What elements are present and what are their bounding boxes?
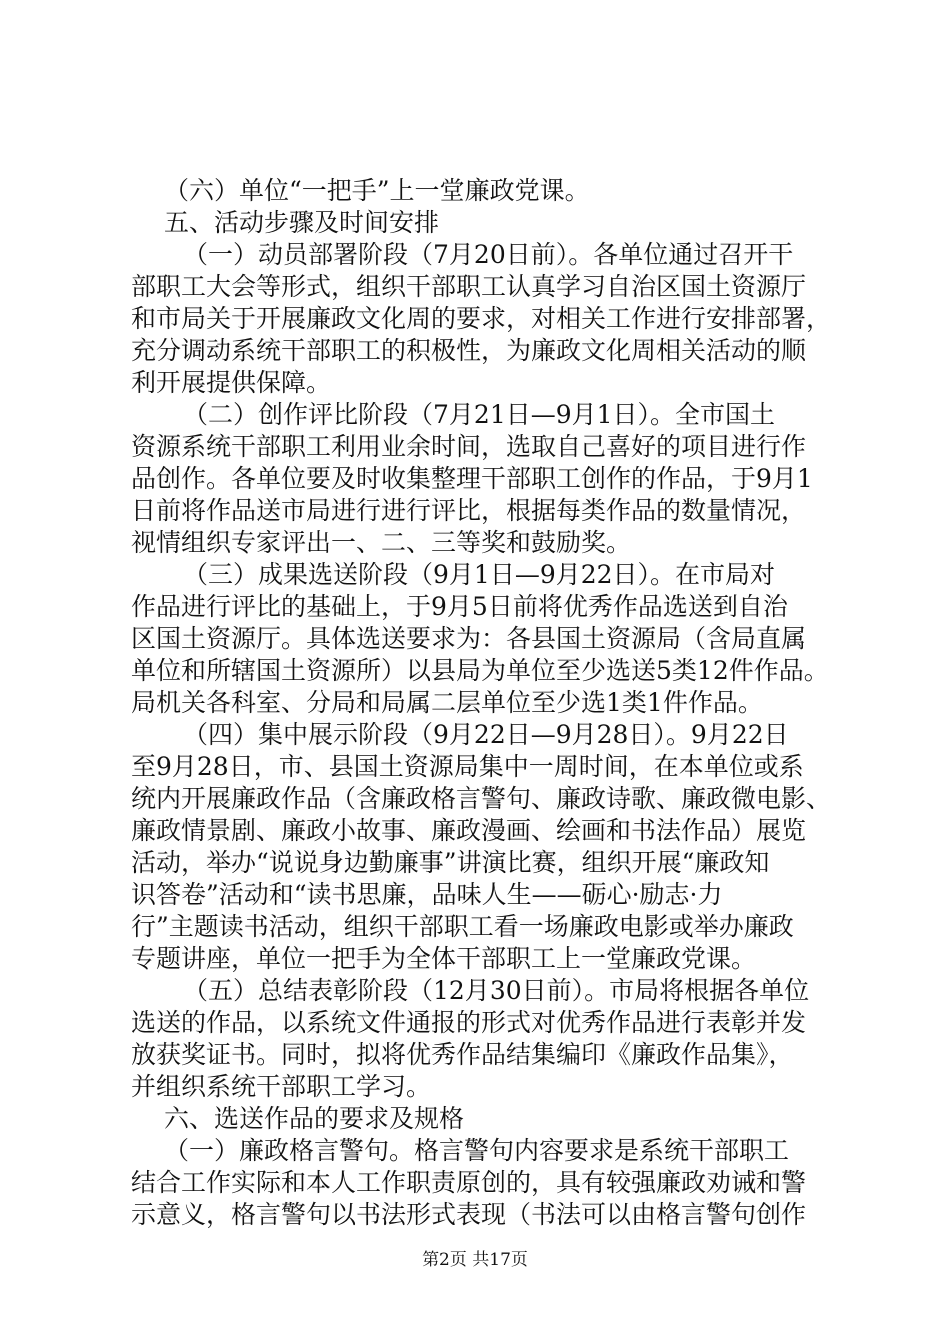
text-line: 专题讲座，单位一把手为全体干部职工上一堂廉政党课。 xyxy=(131,944,757,973)
text-line: （三）成果选送阶段（9月1日—9月22日）。在市局对 xyxy=(183,560,776,589)
text-line: （二）创作评比阶段（7月21日—9月1日）。全市国土 xyxy=(183,400,776,429)
text-line: 选送的作品，以系统文件通报的形式对优秀作品进行表彰并发 xyxy=(131,1008,807,1037)
text-line: （一）廉政格言警句。格言警句内容要求是系统干部职工 xyxy=(164,1136,790,1165)
text-line: 识答卷”活动和“读书思廉，品味人生——砺心·励志·力 xyxy=(131,880,723,909)
text-line: 结合工作实际和本人工作职责原创的，具有较强廉政劝诫和警 xyxy=(131,1168,807,1197)
page-footer xyxy=(0,1245,950,1270)
text-line: 作品进行评比的基础上，于9月5日前将优秀作品选送到自治 xyxy=(131,592,788,621)
text-line: （五）总结表彰阶段（12月30日前）。市局将根据各单位 xyxy=(183,976,810,1005)
text-line: 行”主题读书活动，组织干部职工看一场廉政电影或举办廉政 xyxy=(131,912,794,941)
text-line: 和市局关于开展廉政文化周的要求，对相关工作进行安排部署， xyxy=(131,304,832,333)
text-line: 放获奖证书。同时，拟将优秀作品结集编印《廉政作品集》， xyxy=(131,1040,794,1069)
text-line: 统内开展廉政作品（含廉政格言警句、廉政诗歌、廉政微电影、 xyxy=(131,784,832,813)
text-line: 利开展提供保障。 xyxy=(131,368,332,397)
document-body xyxy=(131,175,853,1231)
text-line: 品创作。各单位要及时收集整理干部职工创作的作品，于9月1 xyxy=(131,464,813,493)
text-line: 至9月28日，市、县国土资源局集中一周时间，在本单位或系 xyxy=(131,752,804,781)
text-line: （四）集中展示阶段（9月22日—9月28日）。9月22日 xyxy=(183,720,789,749)
text-line: 局机关各科室、分局和局属二层单位至少选1类1件作品。 xyxy=(131,688,763,717)
text-line: 六、选送作品的要求及规格 xyxy=(164,1104,465,1133)
text-line: 五、活动步骤及时间安排 xyxy=(164,208,440,237)
text-line: 充分调动系统干部职工的积极性，为廉政文化周相关活动的顺 xyxy=(131,336,807,365)
text-line: 视情组织专家评出一、二、三等奖和鼓励奖。 xyxy=(131,528,632,557)
text-line: （一）动员部署阶段（7月20日前）。各单位通过召开干 xyxy=(183,240,794,269)
text-line: 廉政情景剧、廉政小故事、廉政漫画、绘画和书法作品）展览 xyxy=(131,816,807,845)
page-number-label: 第2页 共17页 xyxy=(422,1250,528,1270)
text-line: 示意义，格言警句以书法形式表现（书法可以由格言警句创作 xyxy=(131,1200,807,1229)
text-line: 日前将作品送市局进行进行评比，根据每类作品的数量情况， xyxy=(131,496,807,525)
text-line: 活动，举办“说说身边勤廉事”讲演比赛，组织开展“廉政知 xyxy=(131,848,770,877)
text-line: 部职工大会等形式，组织干部职工认真学习自治区国土资源厅 xyxy=(131,272,807,301)
text-line: 资源系统干部职工利用业余时间，选取自己喜好的项目进行作 xyxy=(131,432,807,461)
text-line: 并组织系统干部职工学习。 xyxy=(131,1072,432,1101)
text-line: 区国土资源厅。具体选送要求为：各县国土资源局（含局直属 xyxy=(131,624,807,653)
text-line: 单位和所辖国土资源所）以县局为单位至少选送5类12件作品。 xyxy=(131,656,829,685)
text-line: （六）单位“一把手”上一堂廉政党课。 xyxy=(164,176,590,205)
